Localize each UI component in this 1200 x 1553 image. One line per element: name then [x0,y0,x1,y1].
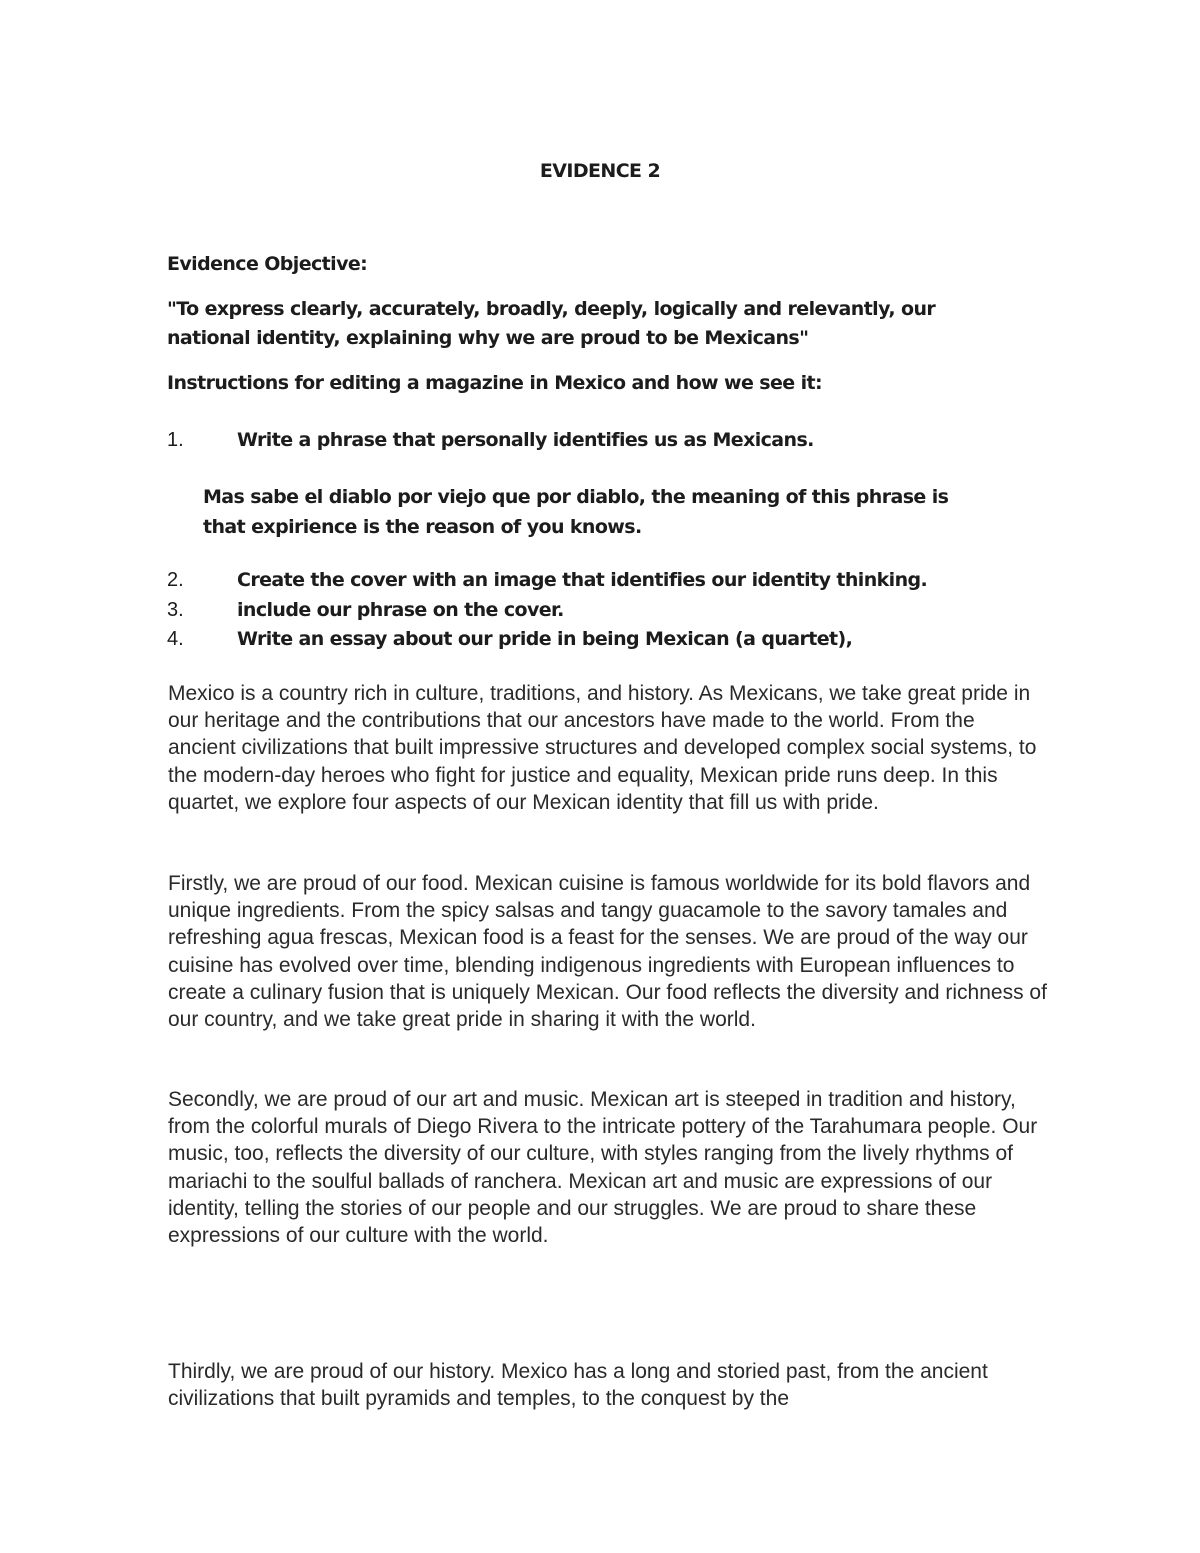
instructions-heading: Instructions for editing a magazine in Mexico and how we see it: [167,372,822,394]
instruction-text: Create the cover with an image that identifies our identity thinking. [237,569,928,591]
objective-text: "To express clearly, accurately, broadly, deeply, logically and relevantly, our national identity, explaining why we are proud to be Mexicans" [167,298,936,349]
instruction-number: 2. [167,569,184,591]
phrase-answer: Mas sabe el diablo por viejo que por diablo, the meaning of this phrase is that expirience is the reason of you knows. [203,486,949,538]
essay-paragraph-food: Firstly, we are proud of our food. Mexican cuisine is famous worldwide for its bold flavors and unique ingredients. From the spicy salsas and tangy guacamole to the savory tamales and refreshing agua frescas, Mexican food is a feast for the senses. We are proud of the way our cuisine has evolved over time, blending indigenous ingredients with European influences to create a culinary fusion that is uniquely Mexican. Our food reflects the diversity and richness of our country, and we take great pride in sharing it with the world. [168,872,1047,1032]
instruction-number: 4. [167,628,184,650]
instruction-number: 3. [167,599,184,621]
instruction-text: include our phrase on the cover. [237,599,564,621]
document-title: EVIDENCE 2 [539,160,661,182]
essay-paragraph-history: Thirdly, we are proud of our history. Mexico has a long and storied past, from the ancient civilizations that built pyramids and temples, to the conquest by the [168,1360,988,1411]
essay-paragraph-intro: Mexico is a country rich in culture, traditions, and history. As Mexicans, we take great pride in our heritage and the contributions that our ancestors have made to the world. From the ancient civilizations that built impressive structures and developed complex social systems, to the modern-day heroes who fight for justice and equality, Mexican pride runs deep. In this quartet, we explore four aspects of our Mexican identity that fill us with pride. [168,682,1037,814]
essay-paragraph-art-music: Secondly, we are proud of our art and music. Mexican art is steeped in tradition and history, from the colorful murals of Diego Rivera to the intricate pottery of the Tarahumara people. Our music, too, reflects the diversity of our culture, with styles ranging from the lively rhythms of mariachi to the soulful ballads of ranchera. Mexican art and music are expressions of our identity, telling the stories of our people and our struggles. We are proud to share these expressions of our culture with the world. [168,1088,1038,1248]
objective-label: Evidence Objective: [167,253,368,275]
instruction-text: Write a phrase that personally identifies us as Mexicans. [237,429,814,451]
instruction-text: Write an essay about our pride in being Mexican (a quartet), [237,628,853,650]
instruction-number: 1. [167,429,184,451]
